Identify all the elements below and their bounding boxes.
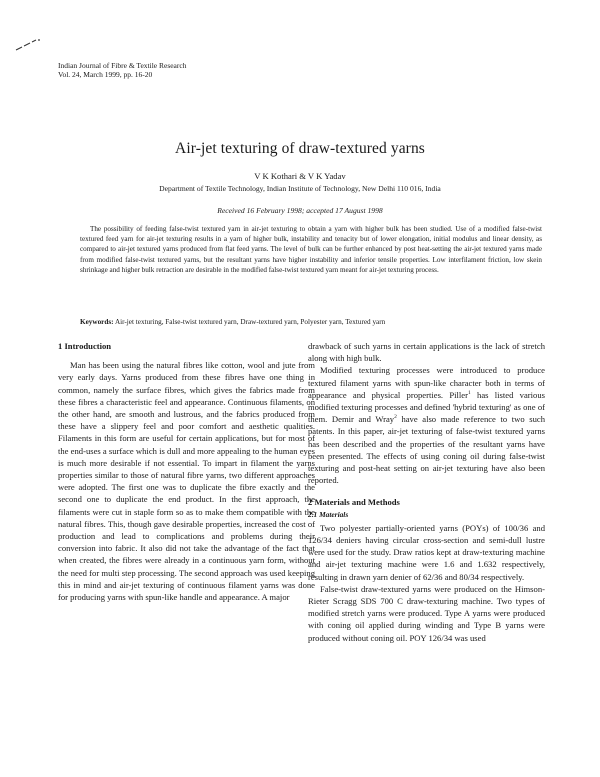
section-heading-introduction: 1 Introduction	[58, 341, 112, 351]
para2-part-c: have also made reference to two such patents. In this paper, air-jet texturing of false-twist textured yarns has been described and the properties of the resultant yarns have been presented. The effects of using coning oil during false-twist texturing and post-heat setting on air-jet texturing have also been reported.	[308, 414, 546, 486]
modified-texturing-paragraph	[308, 364, 545, 486]
intro-paragraph: Man has been using the natural fibres like cotton, wool and jute from very early days. Yarns produced from these fibres have one thing in common, namely the surface fibres, which gives the fabrics made from these fibres a characteristic feel and appearance. Continuous filaments, on the other hand, are smooth and lustrous, and the fabrics produced from these have a slippery feel and poor comfort and aesthetic qualities. Filaments in this form are useful for certain applications, but for most of the end-uses a surface which is dull and more appealing to the human eyes is much more desirable if not essential. To impart in filament the yarns properties similar to those of natural fibre yarns, two different approaches were adopted. The first one was to duplicate the fibre exactly and the second one to duplicate the end product. In the first approach, the filaments were cut in staple form so as to make them compatible with the natural fibres. This, though gave desirable properties, increased the cost of production and lead to complications and problems during their conversion into fabric. It also did not take the advantage of the fact that when created, the fibres were already in a continuous yarn form, without the need for multi step processing. The second approach was used keeping this in mind and air-jet texturing of continuous filament yarns was done for producing yarns with spun-like handle and appearance. A major	[58, 360, 315, 603]
subsection-heading-materials: 2.1 Materials	[308, 509, 349, 519]
received-dates: Received 16 February 1998; accepted 17 August 1998	[217, 206, 383, 215]
para2-part-a: Modified texturing processes were introduced to produce textured filament yarns with spun-like character both in terms of appearance and physical properties. Piller	[308, 365, 545, 400]
reference-2[interactable]: 2	[394, 414, 397, 421]
keywords-label: Keywords:	[80, 318, 114, 326]
abstract: The possibility of feeding false-twist textured yarn in air-jet texturing to obtain a yarn with higher bulk has been studied. Use of a modified false-twist textured feed yarn for air-jet texturing results in a yarn of higher bulk, instability and tenacity but of lower elongation, initial modulus and linear density, as compared to air-jet textured yarns produced from flat feed yarns. The level of bulk can be further enhanced by post heat-setting the air-jet textured yarns made from modified false-twist textured yarns, but the resultant yarns have higher instability and inferior tensile properties. Low interfilament friction, low skein shrinkage and higher bulk retraction are desirable in the modified false-twist textured yarn meant for air-jet texturing process.	[80, 225, 542, 274]
journal-name: Indian Journal of Fibre & Textile Research	[58, 61, 187, 70]
paper-title: Air-jet texturing of draw-textured yarns	[175, 140, 425, 157]
left-column	[58, 340, 315, 603]
para2-part-b: has listed various modified texturing processes and defined 'hybrid texturing' as one of them. Demir and Wray	[308, 389, 545, 425]
keywords-text: Air-jet texturing, False-twist textured yarn, Draw-textured yarn, Polyester yarn, Textured yarn	[114, 318, 386, 326]
materials-paragraph: Two polyester partially-oriented yarns (POYs) of 100/36 and 126/34 deniers having circular cross-section and semi-dull lustre were used for the study. Draw ratios kept at draw-texturing machine and air-jet texturing machine were 1.6 and 1.632 respectively, resulting in drawn yarn denier of 62/36 and 80/34 respectively.	[308, 522, 545, 582]
journal-header	[58, 62, 186, 79]
continued-paragraph: drawback of such yarns in certain applications is the lack of stretch along with high bulk.	[308, 341, 545, 364]
right-column	[308, 340, 545, 644]
keywords	[80, 318, 550, 326]
pen-mark-icon	[14, 38, 48, 52]
journal-volume: Vol. 24, March 1999, pp. 16-20	[58, 69, 153, 79]
section-heading-materials-methods: 2 Materials and Methods	[308, 497, 400, 508]
affiliation: Department of Textile Technology, Indian Institute of Technology, New Delhi 110 016, India	[159, 184, 441, 193]
draw-textured-paragraph: False-twist draw-textured yarns were produced on the Himson-Rieter Scragg SDS 700 C draw-texturing machine. Two types of modified stretch yarns were produced. Type A yarns were produced with coning oil applied during winding and Type B yarns were produced without coning oil. POY 126/34 was used	[308, 583, 545, 643]
reference-1[interactable]: 1	[467, 389, 471, 396]
authors: V K Kothari & V K Yadav	[254, 171, 346, 181]
